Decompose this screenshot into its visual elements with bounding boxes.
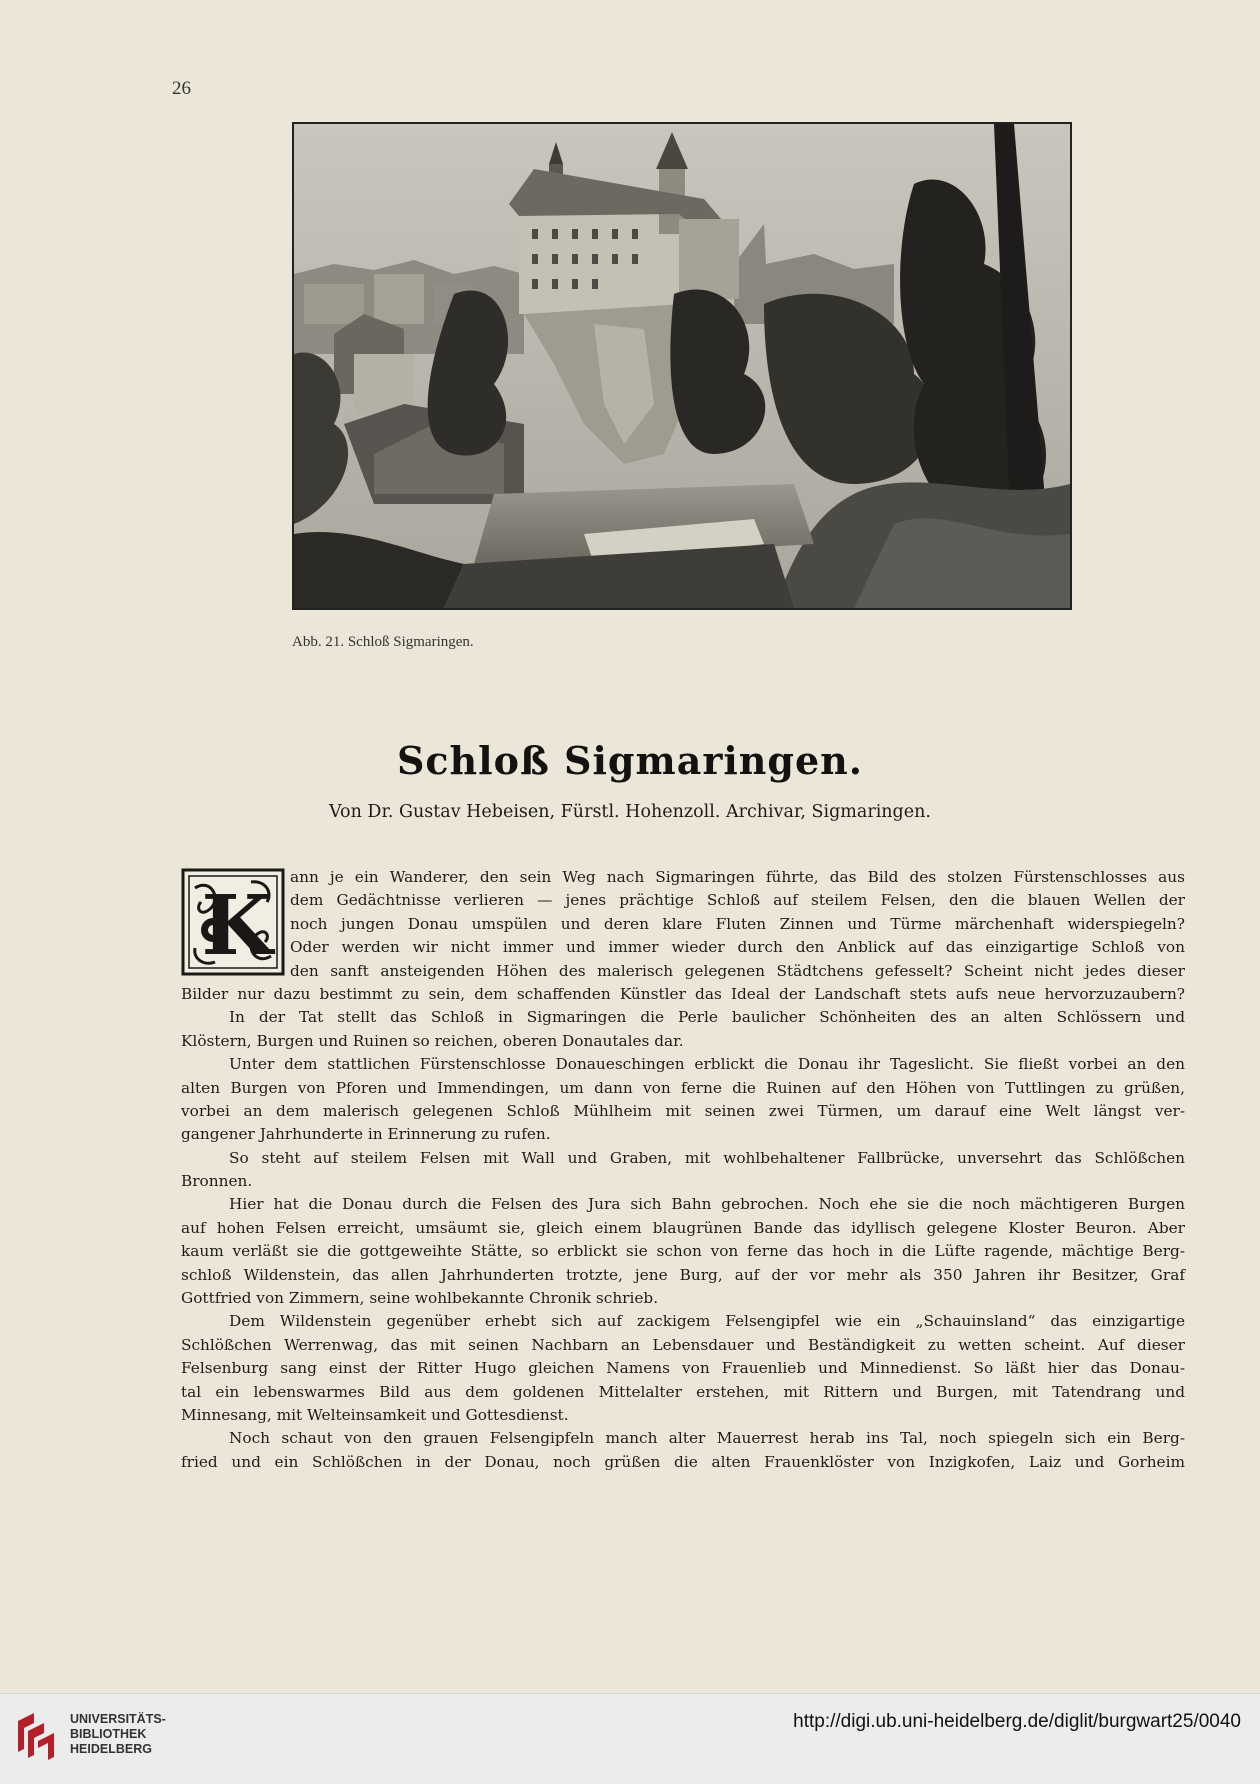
text-line: schloß Wildenstein, das allen Jahrhunderten trotzte, jene Burg, auf der vor mehr als 350 Jahren ihr Besitzer, Graf bbox=[181, 1265, 1185, 1284]
text-line: Bronnen. bbox=[181, 1172, 253, 1191]
text-line: Bilder nur dazu bestimmt zu sein, dem schaffenden Künstler das Ideal der Landschaft stets aufs neue hervorzuzaubern? bbox=[181, 984, 1185, 1003]
text-line: Gottfried von Zimmern, seine wohlbekannte Chronik schrieb. bbox=[181, 1289, 659, 1308]
library-name-line: UNIVERSITÄTS- bbox=[70, 1712, 166, 1726]
article-body bbox=[181, 866, 1185, 1474]
text-line: Noch schaut von den grauen Felsengipfeln manch alter Mauerrest herab ins Tal, noch spiegeln sich ein Berg- bbox=[229, 1429, 1185, 1448]
text-line: So steht auf steilem Felsen mit Wall und Graben, mit wohlbehaltener Fallbrücke, unversehrt das Schlößchen bbox=[229, 1148, 1185, 1167]
text-line: Dem Wildenstein gegenüber erhebt sich auf zackigem Felsengipfel wie ein „Schauinsland“ das einzigartige bbox=[229, 1312, 1185, 1331]
library-name-line: HEIDELBERG bbox=[70, 1742, 152, 1756]
text-line: Minnesang, mit Welteinsamkeit und Gottesdienst. bbox=[181, 1405, 569, 1424]
text-line: Schlößchen Werrenwag, das mit seinen Nachbarn an Lebensdauer und Beständigkeit zu wetten scheint. Auf dieser bbox=[181, 1335, 1185, 1354]
university-library-logo-icon[interactable] bbox=[14, 1709, 62, 1761]
figure-caption: Abb. 21. Schloß Sigmaringen. bbox=[292, 634, 474, 650]
text-line: vorbei an dem malerisch gelegenen Schloß Mühlheim mit seinen zwei Türmen, um darauf eine Welt längst ver- bbox=[181, 1101, 1185, 1120]
page-number: 26 bbox=[172, 78, 191, 99]
text-line: den sanft ansteigenden Höhen des malerisch gelegenen Städtchens gefesselt? Scheint nicht jedes dieser bbox=[290, 961, 1185, 980]
text-line: Oder werden wir nicht immer und immer wieder durch den Anblick auf das einzigartige Schloß von bbox=[290, 938, 1185, 957]
permalink-url[interactable]: http://digi.ub.uni-heidelberg.de/diglit/burgwart25/0040 bbox=[793, 1711, 1241, 1732]
castle-photo-icon bbox=[294, 124, 1070, 608]
drop-cap-letter: K bbox=[201, 878, 273, 974]
castle-photograph bbox=[292, 122, 1072, 610]
text-line: dem Gedächtnisse verlieren — jenes prächtige Schloß auf steilem Felsen, den die blauen Wellen der bbox=[290, 891, 1185, 910]
text-line: tal ein lebenswarmes Bild aus dem goldenen Mittelalter erstehen, mit Rittern und Burgen, mit Tatendrang und bbox=[181, 1382, 1185, 1401]
text-line: noch jungen Donau umspülen und deren klare Fluten Zinnen und Türme märchenhaft widerspiegeln? bbox=[290, 914, 1185, 933]
text-line: auf hohen Felsen erreicht, umsäumt sie, gleich einem blaugrünen Bande das idyllisch gelegene Kloster Beuron. Aber bbox=[181, 1218, 1185, 1237]
text-line: kaum verläßt sie die gottgeweihte Stätte, so erblickt sie schon von ferne das hoch in die Lüfte ragende, mächtige Berg- bbox=[181, 1242, 1185, 1261]
text-line: Unter dem stattlichen Fürstenschlosse Donaueschingen erblickt die Donau ihr Tageslicht. Sie fließt vorbei an den bbox=[229, 1055, 1185, 1074]
viewer-footer bbox=[0, 1693, 1260, 1784]
text-line: Hier hat die Donau durch die Felsen des Jura sich Bahn gebrochen. Noch ehe sie die noch mächtigeren Burgen bbox=[229, 1195, 1185, 1214]
text-line: Felsenburg sang einst der Ritter Hugo gleichen Namens von Frauenlieb und Minnedienst. So läßt hier das Donau- bbox=[181, 1359, 1185, 1378]
text-line: In der Tat stellt das Schloß in Sigmaringen die Perle baulicher Schönheiten des an alten Schlössern und bbox=[229, 1008, 1185, 1027]
text-line: Klöstern, Burgen und Ruinen so reichen, oberen Donautales dar. bbox=[181, 1031, 684, 1050]
text-line: gangener Jahrhunderte in Erinnerung zu rufen. bbox=[181, 1125, 551, 1144]
text-line: alten Burgen von Pforen und Immendingen, um dann von ferne die Ruinen auf den Höhen von Tuttlingen zu grüßen, bbox=[181, 1078, 1185, 1097]
text-line: ann je ein Wanderer, den sein Weg nach Sigmaringen führte, das Bild des stolzen Fürstenschlosses aus bbox=[290, 868, 1185, 886]
library-name[interactable] bbox=[70, 1712, 166, 1757]
text-line: fried und ein Schlößchen in der Donau, noch grüßen die alten Frauenklöster von Inzigkofen, Laiz und Gorheim bbox=[181, 1452, 1185, 1471]
article-byline: Von Dr. Gustav Hebeisen, Fürstl. Hohenzoll. Archivar, Sigmaringen. bbox=[329, 802, 931, 822]
article-title: Schloß Sigmaringen. bbox=[396, 738, 864, 783]
library-name-line: BIBLIOTHEK bbox=[70, 1727, 147, 1741]
